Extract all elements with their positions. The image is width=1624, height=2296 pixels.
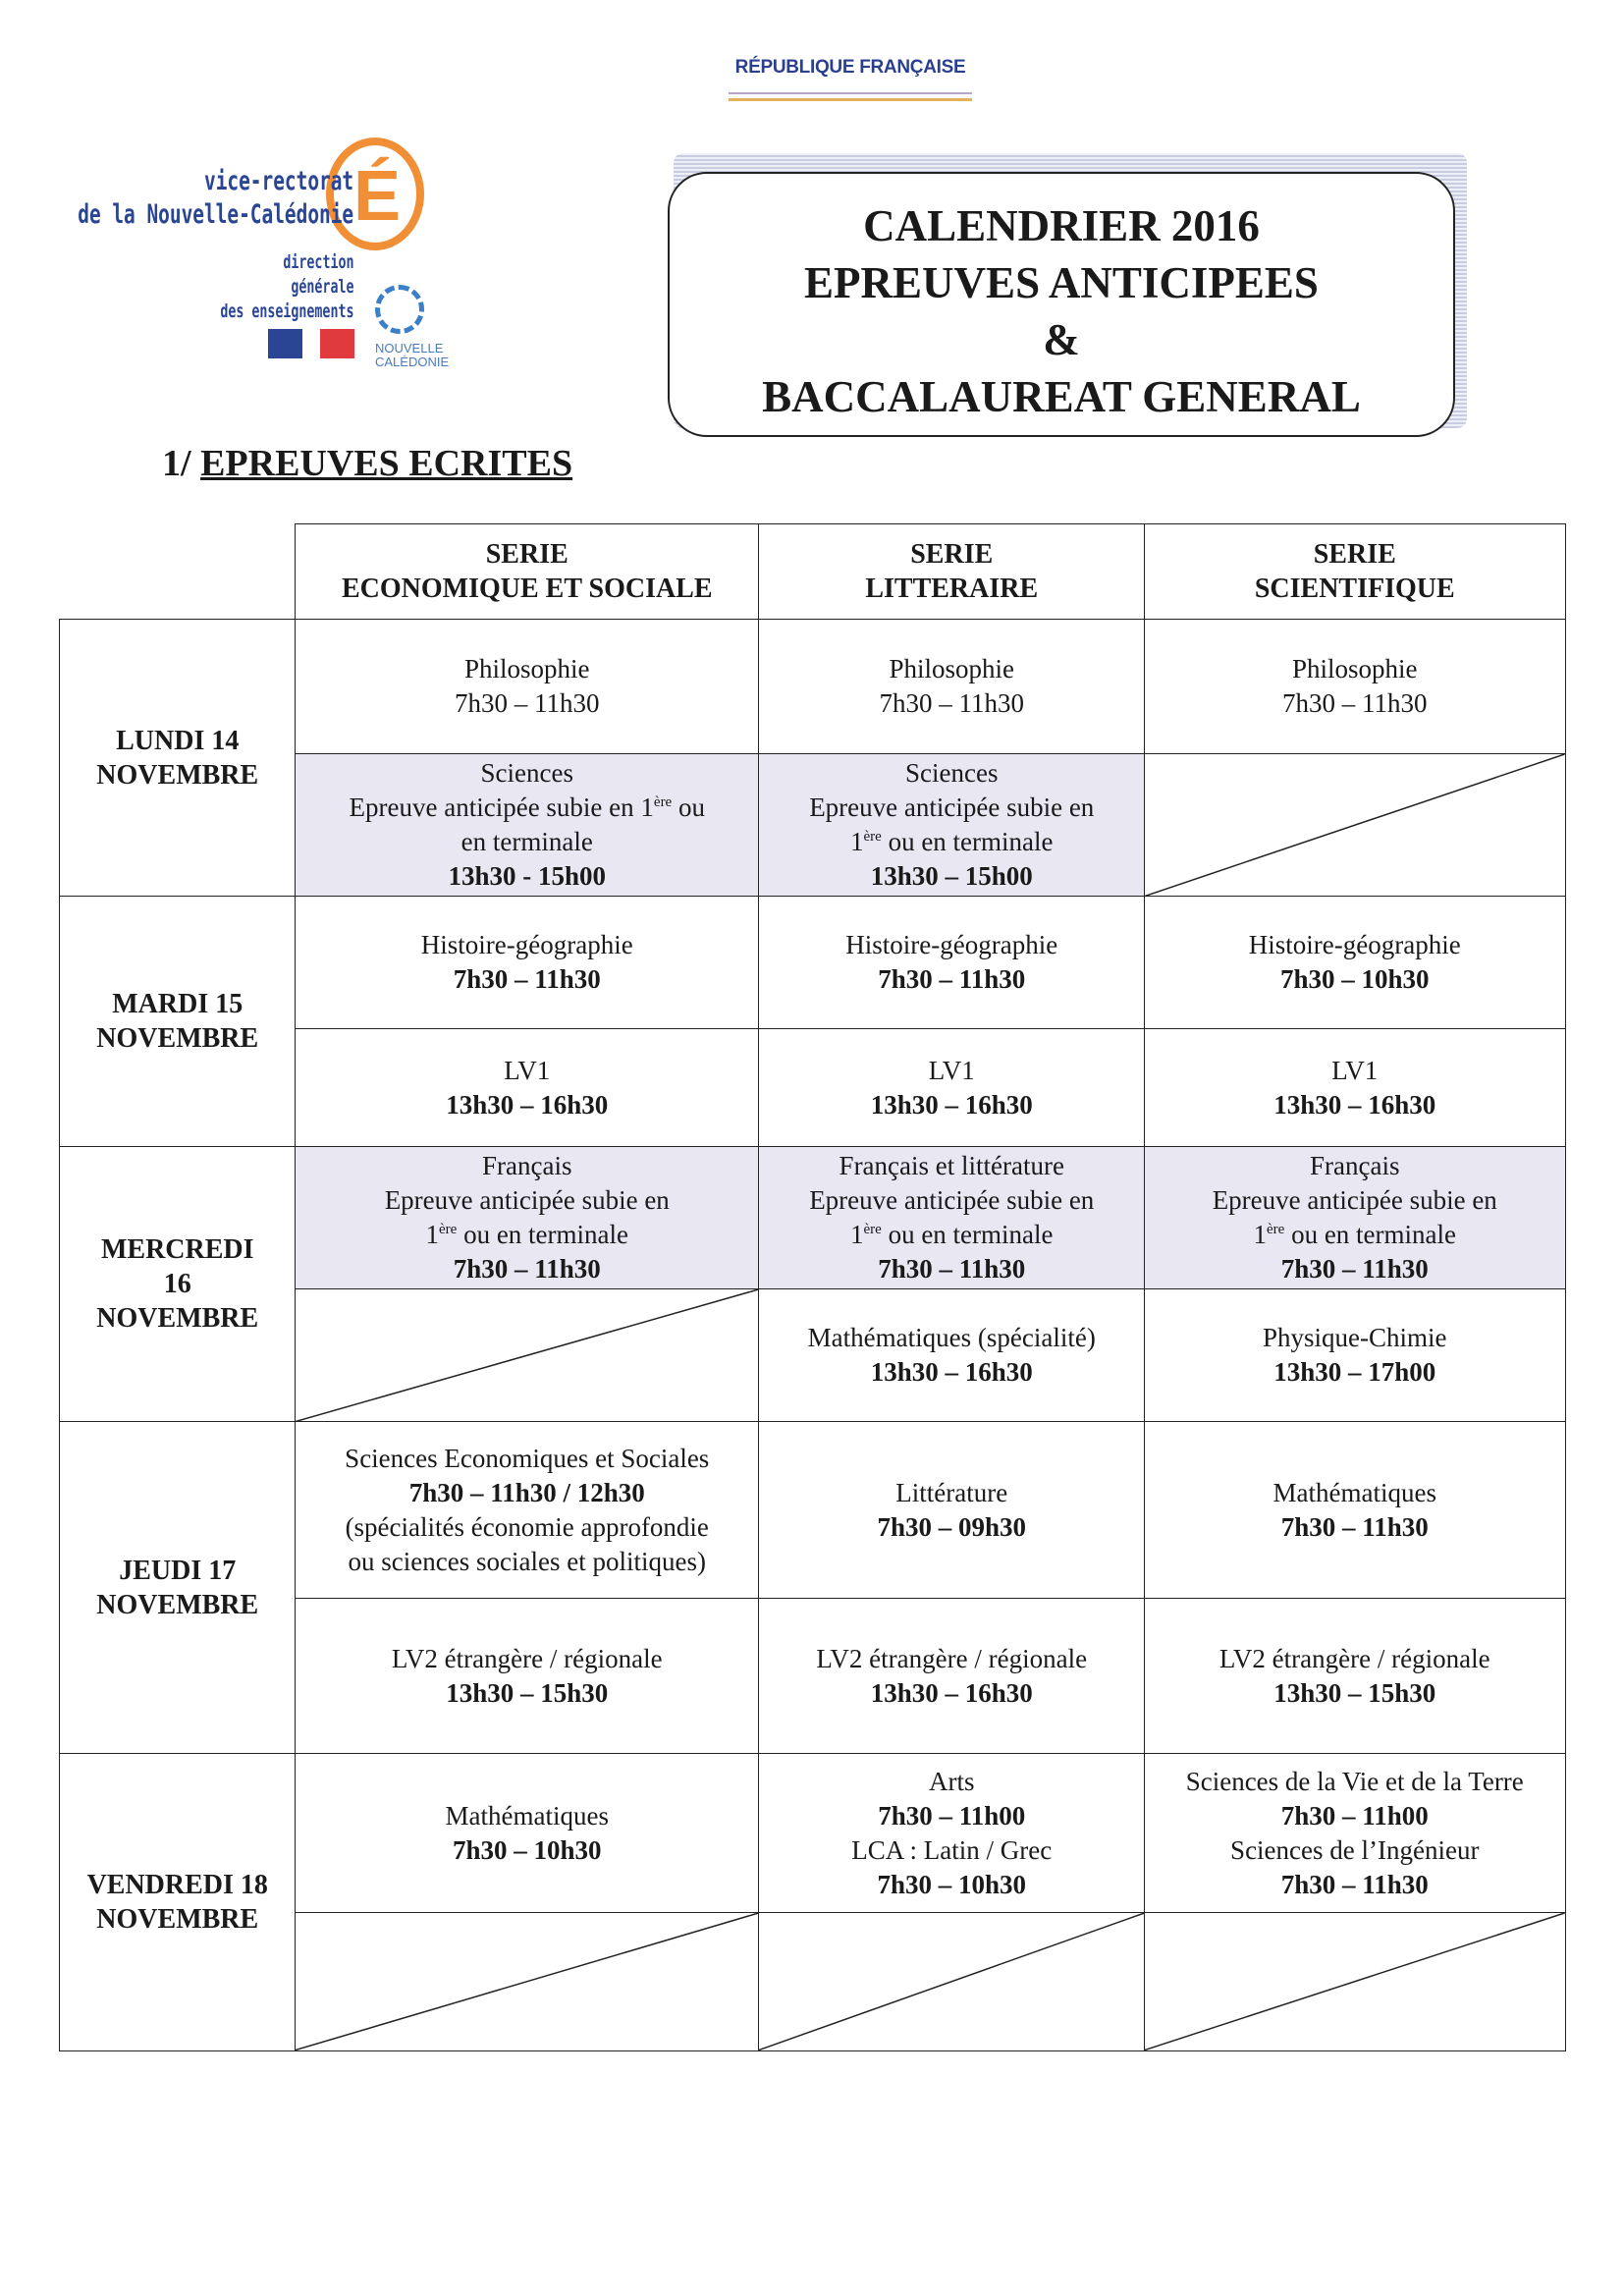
nouvelle-caledonie-text: [375, 342, 449, 369]
column-header: [295, 523, 760, 621]
exam-cell: [758, 1288, 1146, 1423]
empty-cell: [1144, 753, 1566, 898]
column-header: [1144, 523, 1566, 621]
cell-line: [464, 652, 590, 686]
cell-line: [1263, 1321, 1447, 1355]
exam-cell: [1144, 619, 1566, 755]
text-segment: Sciences Economiques et Sociales: [345, 1443, 710, 1473]
column-header: [758, 523, 1146, 621]
text-segment: LV2 étrangère / régionale: [391, 1643, 663, 1673]
text-segment: Mathématiques: [445, 1800, 609, 1831]
superscript: ère: [1267, 1222, 1285, 1238]
text-segment: Histoire-géographie: [1248, 930, 1461, 960]
cell-line: [1254, 1218, 1457, 1252]
cell-line: [1281, 1799, 1429, 1833]
superscript: ère: [439, 1222, 458, 1238]
superscript: ère: [863, 1222, 882, 1238]
cell-line: [808, 1321, 1096, 1355]
cell-line: [809, 1183, 1094, 1218]
cell-line: NOVEMBRE: [96, 1303, 259, 1335]
logo-line: CALÉDONIE: [375, 355, 450, 369]
cell-line: [349, 1545, 706, 1579]
cell-line: [1280, 962, 1430, 997]
text-segment: Philosophie: [463, 654, 590, 684]
logo-line: de la Nouvelle-Calédonie: [78, 199, 353, 230]
cell-line: [392, 1642, 663, 1676]
logo-vice-rectorat-text: [78, 165, 353, 232]
cell-line: [1273, 1676, 1435, 1711]
cell-line: [877, 1510, 1026, 1545]
title-line: &: [1043, 315, 1080, 364]
cell-line: [878, 1252, 1025, 1286]
title-line: EPREUVES ANTICIPEES: [804, 258, 1319, 307]
superscript: ère: [653, 794, 673, 811]
nouvelle-caledonie-emblem-icon: [375, 285, 424, 334]
exam-cell: [295, 1753, 760, 1914]
text-segment: Histoire-géographie: [845, 930, 1058, 960]
page-title: [668, 172, 1455, 437]
text-segment: 13h30 – 16h30: [446, 1089, 609, 1120]
cell-line: NOVEMBRE: [96, 759, 259, 791]
cell-line: [809, 791, 1094, 825]
text-segment: Sciences: [905, 758, 999, 789]
cell-line: [905, 756, 998, 791]
cell-line: [1273, 1476, 1436, 1510]
text-segment: 7h30 – 11h30: [1280, 1511, 1429, 1542]
exam-cell: [295, 619, 760, 755]
no-exam-diagonal: [296, 1289, 759, 1422]
text-segment: 7h30 – 11h00: [878, 1800, 1026, 1831]
cell-line: [1230, 1833, 1479, 1868]
title-line: BACCALAUREAT GENERAL: [762, 372, 1361, 421]
cell-line: [350, 791, 705, 825]
text-segment: 1: [850, 827, 864, 857]
cell-line: [1331, 1054, 1378, 1088]
text-segment: 7h30 – 09h30: [877, 1511, 1027, 1542]
cell-line: [1213, 1183, 1497, 1218]
text-segment: ou: [672, 793, 705, 823]
empty-cell: [295, 1912, 760, 2051]
cell-line: [816, 1642, 1087, 1676]
logo-line: des enseignements: [219, 301, 353, 322]
exam-cell: [1144, 1028, 1566, 1148]
cell-line: [850, 825, 1054, 859]
text-segment: Histoire-géographie: [420, 930, 633, 960]
cell-line: [421, 928, 633, 962]
text-segment: Sciences de l’Ingénieur: [1230, 1834, 1480, 1865]
text-segment: Epreuve anticipée subie en: [809, 1185, 1095, 1216]
cell-line: LITTERAIRE: [865, 574, 1039, 605]
cell-line: [895, 1476, 1007, 1510]
text-segment: Français et littérature: [839, 1151, 1064, 1181]
logo-direction-text: [220, 250, 353, 324]
text-segment: 7h30 – 10h30: [877, 1869, 1027, 1899]
cell-line: [1292, 652, 1418, 686]
cell-line: [871, 1355, 1033, 1390]
cell-line: [385, 1183, 670, 1218]
cell-line: [482, 1149, 571, 1183]
text-segment: LCA : Latin / Grec: [851, 1834, 1053, 1865]
cell-line: SERIE: [910, 539, 994, 571]
exam-cell: [758, 1753, 1146, 1914]
text-segment: 13h30 – 16h30: [870, 1677, 1033, 1708]
text-segment: 7h30 – 11h30: [879, 688, 1024, 719]
text-segment: 7h30 – 11h30: [878, 964, 1026, 995]
text-segment: 7h30 – 11h30 / 12h30: [408, 1477, 645, 1507]
exam-cell: [1144, 1598, 1566, 1755]
cell-line: [1186, 1765, 1524, 1799]
cell-line: [454, 1252, 601, 1286]
cell-line: [871, 859, 1033, 894]
text-segment: 13h30 – 16h30: [870, 1089, 1033, 1120]
text-segment: LV2 étrangère / régionale: [1218, 1643, 1490, 1673]
text-segment: 7h30 – 10h30: [452, 1834, 602, 1865]
cell-line: [426, 1218, 629, 1252]
text-segment: 1: [425, 1220, 439, 1250]
cell-line: [845, 928, 1057, 962]
exam-cell: [758, 619, 1146, 755]
cell-line: MERCREDI: [100, 1234, 254, 1266]
text-segment: 7h30 – 11h00: [1280, 1800, 1429, 1831]
cell-line: [1281, 1868, 1429, 1902]
exam-cell: [295, 753, 760, 898]
text-segment: Philosophie: [1291, 654, 1418, 684]
text-segment: 7h30 – 11h30: [1280, 1254, 1429, 1285]
cell-line: [1281, 1252, 1429, 1286]
no-exam-diagonal: [1145, 1913, 1565, 2050]
logo-line: générale: [290, 276, 353, 298]
cell-line: [851, 1833, 1052, 1868]
cell-line: [345, 1442, 709, 1476]
text-segment: ou en terminale: [457, 1220, 628, 1250]
cell-line: [448, 859, 606, 894]
cell-line: SERIE: [485, 539, 568, 571]
text-segment: 13h30 – 15h30: [1273, 1677, 1436, 1708]
text-segment: Philosophie: [889, 654, 1014, 684]
day-label: [59, 896, 297, 1148]
section-number: 1/: [162, 443, 201, 484]
text-segment: ou en terminale: [1284, 1220, 1456, 1250]
exam-cell: [758, 896, 1146, 1030]
text-segment: LV1: [928, 1055, 975, 1085]
text-segment: (spécialités économie approfondie: [345, 1511, 709, 1542]
no-exam-diagonal: [296, 1913, 759, 2050]
day-label: [59, 1146, 297, 1423]
empty-cell: [758, 1912, 1146, 2051]
cell-line: VENDREDI 18: [86, 1869, 268, 1900]
section-title: EPREUVES ECRITES: [200, 443, 573, 484]
text-segment: Epreuve anticipée subie en: [809, 793, 1095, 823]
exam-cell: [1144, 1288, 1566, 1423]
text-segment: ou en terminale: [881, 827, 1054, 857]
cell-line: [446, 1088, 608, 1122]
text-segment: 13h30 – 16h30: [870, 1357, 1033, 1388]
cell-line: [481, 756, 573, 791]
no-exam-diagonal: [1145, 754, 1565, 897]
text-segment: Arts: [929, 1766, 975, 1796]
text-segment: 13h30 – 17h00: [1273, 1357, 1436, 1388]
cell-line: [871, 1088, 1033, 1122]
logo-line: vice-rectorat: [203, 166, 353, 196]
text-segment: Epreuve anticipée subie en: [1212, 1185, 1497, 1216]
cell-line: [453, 1833, 602, 1868]
cell-line: [1219, 1642, 1490, 1676]
text-segment: 7h30 – 11h30: [453, 964, 601, 995]
cell-line: SCIENTIFIQUE: [1254, 574, 1455, 605]
no-exam-diagonal: [759, 1913, 1145, 2050]
text-segment: Physique-Chimie: [1263, 1323, 1447, 1353]
logo-line: direction: [282, 251, 353, 273]
text-segment: 7h30 – 11h30: [455, 688, 600, 719]
exam-cell: [1144, 1753, 1566, 1914]
text-segment: 13h30 - 15h00: [448, 861, 607, 892]
cell-line: ECONOMIQUE ET SOCIALE: [341, 574, 713, 605]
cell-line: [878, 1799, 1025, 1833]
divider: [729, 98, 972, 101]
text-segment: 13h30 – 15h00: [870, 861, 1033, 892]
exam-cell: [758, 753, 1146, 898]
text-segment: 1: [1253, 1220, 1267, 1250]
cell-line: [455, 686, 600, 721]
cell-line: [446, 1676, 608, 1711]
cell-line: [1273, 1088, 1435, 1122]
exam-cell: [295, 896, 760, 1030]
text-segment: Epreuve anticipée subie en: [384, 1185, 670, 1216]
cell-line: [889, 652, 1014, 686]
cell-line: [461, 825, 593, 859]
text-segment: en terminale: [460, 827, 593, 857]
day-label: [59, 619, 297, 898]
text-segment: Mathématiques: [1272, 1477, 1436, 1507]
empty-cell: [1144, 1912, 1566, 2051]
text-segment: 7h30 – 11h30: [878, 1254, 1026, 1285]
text-segment: ou en terminale: [881, 1220, 1054, 1250]
text-segment: Français: [482, 1151, 572, 1181]
text-segment: LV1: [504, 1055, 551, 1085]
e-letter-icon: É: [353, 157, 402, 236]
exam-cell: [758, 1598, 1146, 1755]
cell-line: [1282, 686, 1428, 721]
cell-line: [929, 1054, 975, 1088]
section-heading: [162, 442, 572, 485]
exam-cell: [758, 1146, 1146, 1290]
cell-line: [454, 962, 601, 997]
cell-line: JEUDI 17: [119, 1555, 237, 1586]
cell-line: NOVEMBRE: [96, 1589, 259, 1620]
day-label: [59, 1753, 297, 2051]
cell-line: 16: [163, 1269, 191, 1300]
cell-line: [929, 1765, 975, 1799]
text-segment: 13h30 – 16h30: [1273, 1089, 1436, 1120]
exam-cell: [295, 1028, 760, 1148]
cell-line: [346, 1510, 709, 1545]
text-segment: 7h30 – 11h30: [1280, 1869, 1429, 1899]
text-segment: Littérature: [895, 1477, 1008, 1507]
text-segment: 7h30 – 11h30: [1282, 688, 1428, 719]
exam-cell: [295, 1421, 760, 1600]
cell-line: [446, 1799, 609, 1833]
cell-line: [878, 962, 1025, 997]
text-segment: Sciences: [480, 758, 573, 789]
cell-line: [1281, 1510, 1429, 1545]
cell-line: [850, 1218, 1054, 1252]
cell-line: NOVEMBRE: [96, 1903, 259, 1935]
vice-rectorat-logo: [69, 118, 471, 393]
cell-line: [1249, 928, 1461, 962]
republique-francaise-label: RÉPUBLIQUE FRANÇAISE: [734, 57, 966, 78]
exam-cell: [295, 1598, 760, 1755]
text-segment: LV1: [1331, 1055, 1379, 1085]
text-segment: Sciences de la Vie et de la Terre: [1185, 1766, 1524, 1796]
cell-line: NOVEMBRE: [96, 1023, 259, 1055]
empty-cell: [295, 1288, 760, 1423]
cell-line: [1310, 1149, 1399, 1183]
text-segment: Mathématiques (spécialité): [807, 1323, 1096, 1353]
logo-line: NOUVELLE: [375, 341, 444, 355]
divider: [729, 92, 972, 94]
text-segment: ou sciences sociales et politiques): [348, 1546, 706, 1576]
exam-cell: [1144, 1421, 1566, 1600]
superscript: ère: [863, 829, 882, 846]
cell-line: SERIE: [1313, 539, 1396, 571]
text-segment: Français: [1310, 1151, 1400, 1181]
cell-line: LUNDI 14: [116, 725, 240, 756]
text-segment: 1: [850, 1220, 864, 1250]
cell-line: [880, 686, 1025, 721]
title-line: CALENDRIER 2016: [863, 201, 1260, 250]
text-segment: LV2 étrangère / régionale: [816, 1643, 1088, 1673]
cell-line: [504, 1054, 550, 1088]
cell-line: MARDI 15: [112, 989, 244, 1020]
text-segment: 7h30 – 10h30: [1279, 964, 1430, 995]
cell-line: [877, 1868, 1026, 1902]
day-label: [59, 1421, 297, 1755]
exam-cell: [758, 1028, 1146, 1148]
marianne-flag-icon: [268, 329, 354, 358]
exam-cell: [1144, 1146, 1566, 1290]
exam-cell: [758, 1421, 1146, 1600]
cell-line: [1273, 1355, 1435, 1390]
cell-line: [409, 1476, 645, 1510]
text-segment: Epreuve anticipée subie en 1: [349, 793, 654, 823]
exam-cell: [1144, 896, 1566, 1030]
text-segment: 13h30 – 15h30: [446, 1677, 609, 1708]
cell-line: [871, 1676, 1033, 1711]
exam-cell: [295, 1146, 760, 1290]
cell-line: [839, 1149, 1064, 1183]
text-segment: 7h30 – 11h30: [453, 1254, 601, 1285]
